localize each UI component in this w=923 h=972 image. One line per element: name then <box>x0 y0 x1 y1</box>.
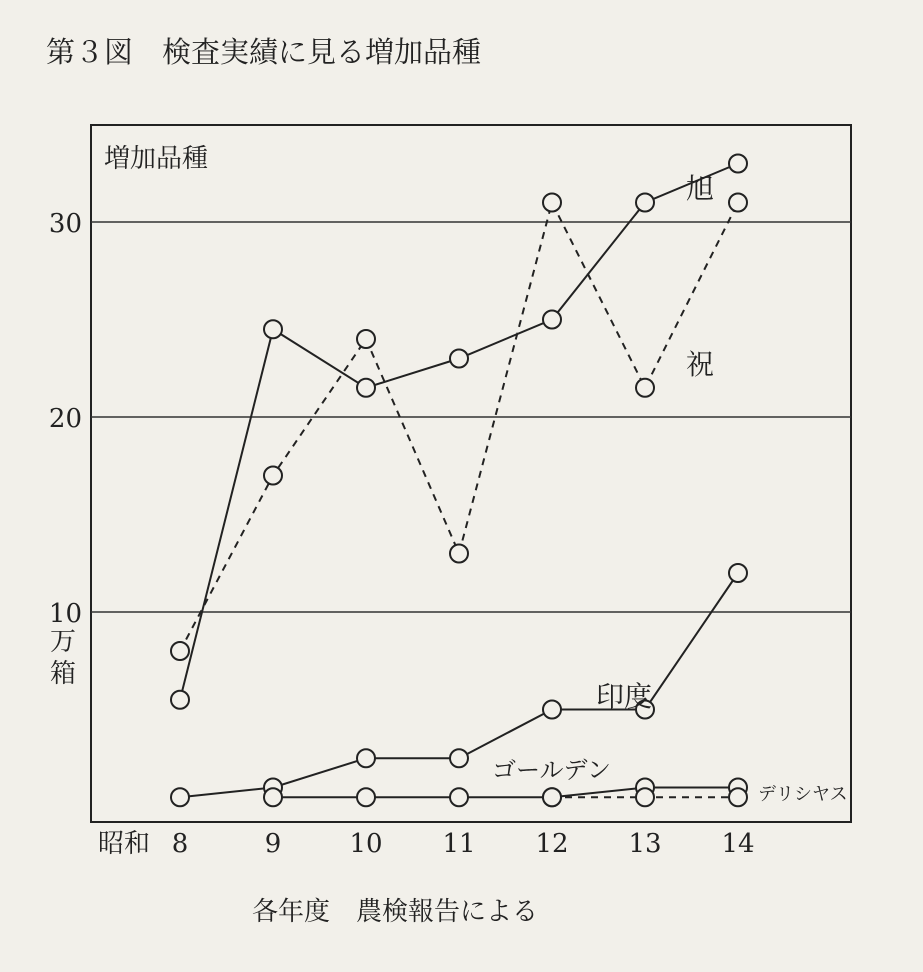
data-point <box>636 379 654 397</box>
x-era-label: 昭和 <box>98 829 151 859</box>
data-point <box>171 788 189 806</box>
x-tick-label: 12 <box>535 829 569 859</box>
data-point <box>729 155 747 173</box>
x-tick-label: 11 <box>442 829 476 859</box>
series-line <box>273 788 738 798</box>
series-label: ゴールデン <box>492 756 612 784</box>
x-tick-labels <box>172 829 755 859</box>
x-tick-label: 8 <box>171 829 189 859</box>
series-label: デリシヤス <box>758 784 848 805</box>
data-point <box>636 194 654 212</box>
data-point <box>450 545 468 563</box>
data-point <box>543 311 561 329</box>
data-point <box>543 194 561 212</box>
data-point <box>543 701 561 719</box>
plot-frame <box>91 125 851 822</box>
data-point <box>636 788 654 806</box>
y-axis-label: 増加品種 <box>104 144 209 174</box>
data-point <box>729 194 747 212</box>
series-line <box>180 164 738 700</box>
series-2 <box>171 194 747 661</box>
series-3 <box>171 564 747 806</box>
data-point <box>264 788 282 806</box>
data-point <box>543 788 561 806</box>
y-unit-char: 箱 <box>50 659 77 689</box>
series-label: 印度 <box>596 680 653 713</box>
data-point <box>171 691 189 709</box>
data-point <box>357 749 375 767</box>
data-point <box>729 564 747 582</box>
series-1 <box>171 155 747 709</box>
data-point <box>450 788 468 806</box>
x-tick-label: 9 <box>264 829 282 859</box>
data-point <box>264 467 282 485</box>
figure-caption: 各年度 農検報告による <box>252 897 539 927</box>
series-label: 旭 <box>686 172 715 205</box>
y-tick-label: 10 <box>48 599 82 629</box>
data-point <box>729 788 747 806</box>
y-tick-labels <box>49 209 82 629</box>
y-unit-label <box>50 627 76 689</box>
y-unit-char: 万 <box>50 627 77 657</box>
data-point <box>264 320 282 338</box>
y-tick-label: 30 <box>48 209 82 239</box>
series-line <box>180 203 738 652</box>
gridlines <box>91 222 851 612</box>
series-group <box>171 155 747 807</box>
data-point <box>450 749 468 767</box>
data-point <box>357 788 375 806</box>
data-point <box>357 330 375 348</box>
x-tick-label: 13 <box>628 829 662 859</box>
y-tick-label: 20 <box>48 404 82 434</box>
series-5 <box>543 788 747 806</box>
figure-title: 第３図 検査実績に見る増加品種 <box>46 35 482 69</box>
data-point <box>450 350 468 368</box>
x-tick-label: 10 <box>349 829 383 859</box>
data-point <box>171 642 189 660</box>
x-tick-label: 14 <box>721 829 755 859</box>
data-point <box>357 379 375 397</box>
series-label: 祝 <box>686 348 715 381</box>
